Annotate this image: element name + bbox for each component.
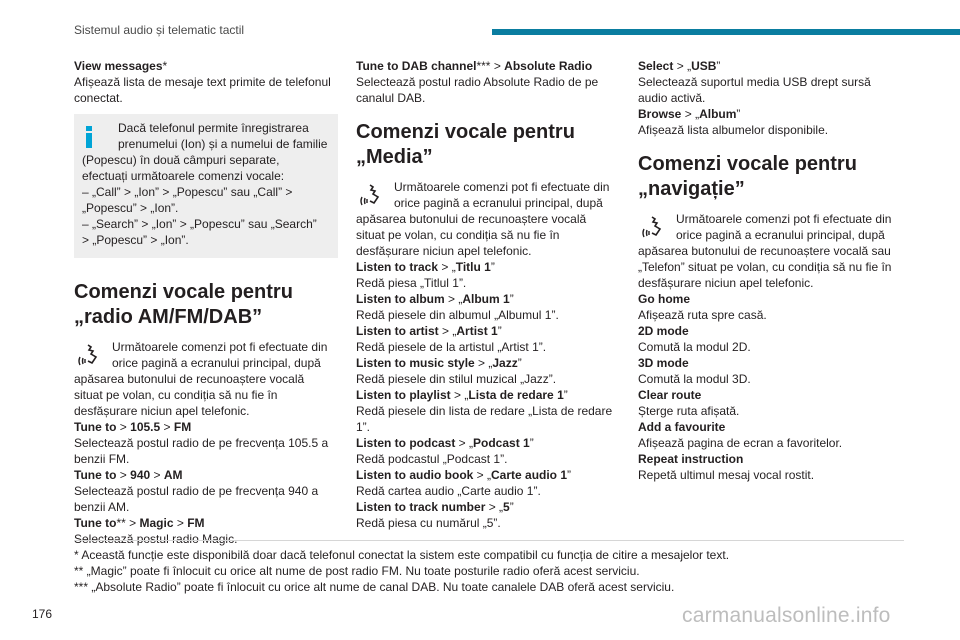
description-line: Repetă ultimul mesaj vocal rostit. [638,468,815,482]
description-line: Șterge ruta afișată. [638,404,740,418]
media-command: Listen to podcast > „Podcast 1” [356,436,534,450]
media-command: Listen to audio book > „Carte audio 1” [356,468,572,482]
info-line: prenumelui (Ion) și a numelui de familie [118,137,328,151]
command-argument: Jazz [492,356,518,370]
description-line: canalul DAB. [356,91,426,105]
command-text: Listen to track number [356,500,486,514]
column-3 [638,58,906,483]
command-select-usb: Select > „USB” [638,59,721,73]
navigation-command-list [638,291,906,483]
description-line: Selectează postul radio de pe frecvența 105.5 a [74,436,329,450]
description-line: Selectează suportul media USB drept sursă [638,75,871,89]
media-command: Listen to album > „Album 1” [356,292,514,306]
section-heading: Comenzi vocale pentru „radio AM/FM/DAB” [74,281,293,328]
description-line: Comută la modul 3D. [638,372,751,386]
footnotes [74,540,904,595]
info-line: Dacă telefonul permite înregistrarea [118,121,309,135]
info-line: > „Popescu” > „Ion”. [82,233,189,247]
description-line: Redă piesele de la artistul „Artist 1”. [356,340,547,354]
media-command-list [356,259,624,531]
command-view-messages [74,58,338,74]
description-line: conectat. [74,91,123,105]
description-line: Redă piesa cu numărul „5”. [356,516,501,530]
command-text: Listen to podcast [356,436,456,450]
voice-command-icon [74,341,104,371]
description-line: Comută la modul 2D. [638,340,751,354]
navigation-command: Clear route [638,388,702,402]
description-line: Selectează postul radio Absolute Radio de pe [356,75,599,89]
description-line: Redă podcastul „Podcast 1”. [356,452,508,466]
media-command: Listen to artist > „Artist 1” [356,324,502,338]
footnote: * Această funcție este disponibilă doar dacă telefonul conectat la sistem este compatibil cu funcția de citire a mesajelor text. [74,548,730,562]
description-line: benzii AM. [74,500,130,514]
command-browse: Browse > „Album” [638,107,741,121]
description-line: Redă cartea audio „Carte audio 1”. [356,484,541,498]
command-argument: Titlu 1 [455,260,491,274]
command-argument: Artist 1 [456,324,498,338]
media-command: Listen to music style > „Jazz” [356,356,522,370]
header-accent-bar [492,29,960,35]
command-text: Listen to audio book [356,468,474,482]
navigation-command: Add a favourite [638,420,726,434]
section-heading: Comenzi vocale pentru „Media” [356,121,575,168]
voice-command-icon [638,213,668,243]
voice-intro: Următoarele comenzi pot fi efectuate din orice pagină a ecranului principal, după apăsarea butonului de recunoaștere vocală situat pe volan, cu condiția să nu fie în desfășurare niciun apel telefonic. [74,340,328,418]
command-text: Listen to artist [356,324,439,338]
info-line: „Popescu” > „Ion”. [82,201,179,215]
description-line: Afișează lista albumelor disponibile. [638,123,829,137]
command-tune-fm: Tune to > 105.5 > FM [74,420,192,434]
description-line: Selectează postul radio Magic. [74,532,238,546]
navigation-command: 2D mode [638,324,689,338]
description-line: 1”. [356,420,371,434]
description-line: audio activă. [638,91,706,105]
command-text: Listen to album [356,292,445,306]
navigation-command: Repeat instruction [638,452,744,466]
media-command: Listen to playlist > „Lista de redare 1” [356,388,568,402]
description-line: Redă piesele din lista de redare „Lista de redare [356,404,613,418]
info-line: efectuați următoarele comenzi vocale: [82,169,285,183]
description-line: Selectează postul radio de pe frecvența 940 a [74,484,319,498]
info-icon [86,126,92,148]
command-tune-dab: Tune to DAB channel*** > Absolute Radio [356,59,593,73]
command-text: View messages [74,59,163,73]
column-1 [74,58,338,547]
command-tune-magic: Tune to** > Magic > FM [74,516,205,530]
description-line: Afișează pagina de ecran a favoritelor. [638,436,843,450]
voice-intro: Următoarele comenzi pot fi efectuate din orice pagină a ecranului principal, după apăsarea butonului de recunoaștere vocală sau „Telefon” situat pe volan, cu condiția să nu fie în desfășurare niciun apel telefonic. [638,212,892,290]
info-line: (Popescu) în două câmpuri separate, [82,153,280,167]
description-line: benzii FM. [74,452,130,466]
page-number: 176 [32,607,53,621]
footnote: ** „Magic” poate fi înlocuit cu orice alt nume de post radio FM. Nu toate posturile radio oferă acest serviciu. [74,564,640,578]
running-head: Sistemul audio și telematic tactil [74,23,245,37]
footnote: *** „Absolute Radio” poate fi înlocuit cu orice alt nume de canal DAB. Nu toate canalele DAB oferă acest serviciu. [74,580,675,594]
command-tune-am: Tune to > 940 > AM [74,468,183,482]
command-argument: Carte audio 1 [491,468,568,482]
description-line: Redă piesa „Titlul 1”. [356,276,467,290]
command-argument: Album 1 [462,292,510,306]
command-text: Listen to track [356,260,439,274]
navigation-command: 3D mode [638,356,689,370]
description-line: Redă piesele din albumul „Albumul 1”. [356,308,559,322]
info-line: – „Call” > „Ion” > „Popescu” sau „Call” > [82,185,293,199]
command-text: Listen to playlist [356,388,451,402]
description-line: Afișează ruta spre casă. [638,308,767,322]
voice-intro: Următoarele comenzi pot fi efectuate din orice pagină a ecranului principal, după apăsarea butonului de recunoaștere vocală situat pe volan, cu condiția să nu fie în desfășurare niciun apel telefonic. [356,180,610,258]
command-argument: Podcast 1 [473,436,530,450]
navigation-command: Go home [638,292,691,306]
media-command: Listen to track number > „5” [356,500,514,514]
info-box [74,114,338,258]
media-command: Listen to track > „Titlu 1” [356,260,495,274]
info-line: – „Search” > „Ion” > „Popescu” sau „Search” [82,217,317,231]
command-text: Listen to music style [356,356,475,370]
column-2 [356,58,624,531]
command-argument: 5 [503,500,510,514]
section-heading: Comenzi vocale pentru „navigație” [638,153,857,200]
command-argument: Lista de redare 1 [468,388,564,402]
watermark: carmanualsonline.info [682,604,891,627]
footnote-mark: * [162,59,168,73]
description-line: Redă piesele din stilul muzical „Jazz”. [356,372,557,386]
description-line: Afișează lista de mesaje text primite de telefonul [74,75,331,89]
voice-command-icon [356,181,386,211]
